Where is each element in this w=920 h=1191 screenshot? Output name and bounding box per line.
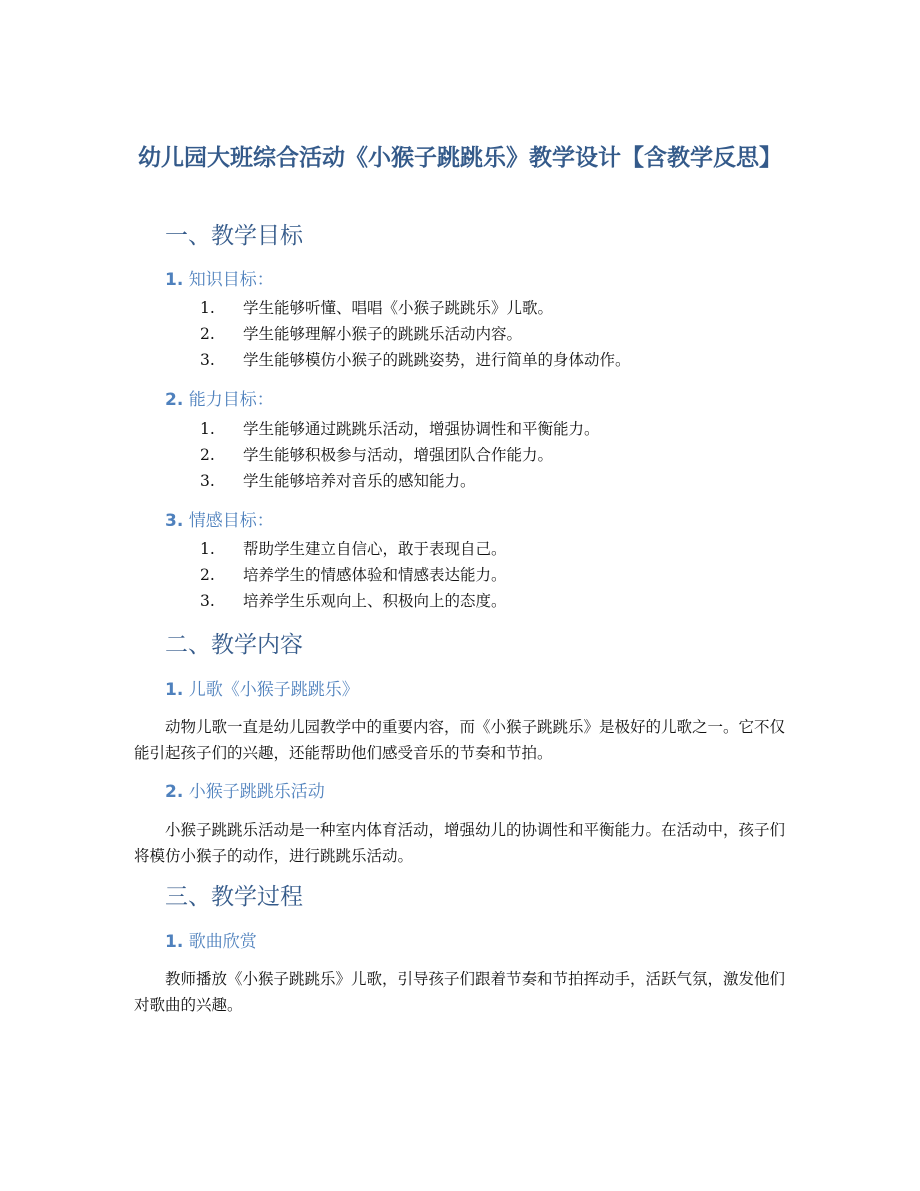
knowledge-goals-list xyxy=(200,295,800,373)
list-item-text: 学生能够模仿小猴子的跳跳姿势，进行简单的身体动作。 xyxy=(243,351,631,369)
list-item-number: 1. xyxy=(200,420,215,438)
list-item-number: 3. xyxy=(200,592,215,610)
subsection-label: 知识目标： xyxy=(188,270,274,290)
list-item-text: 帮助学生建立自信心，敢于表现自己。 xyxy=(243,540,507,558)
list-item-text: 学生能够理解小猴子的跳跳乐活动内容。 xyxy=(243,325,523,343)
subsection-heading-ability-goals xyxy=(165,388,274,412)
list-item xyxy=(200,416,800,442)
section-heading-teaching-content: 二、教学内容 xyxy=(165,632,303,658)
list-item-number: 1. xyxy=(200,299,215,317)
subsection-label: 能力目标： xyxy=(188,390,274,410)
list-item xyxy=(200,468,800,494)
section-heading-teaching-goals: 一、教学目标 xyxy=(165,223,303,249)
subsection-label: 情感目标： xyxy=(188,511,274,531)
subsection-label: 儿歌《小猴子跳跳乐》 xyxy=(188,680,359,700)
document-title: 幼儿园大班综合活动《小猴子跳跳乐》教学设计【含教学反思】 xyxy=(138,145,782,171)
list-item-number: 3. xyxy=(200,351,215,369)
list-item xyxy=(200,295,800,321)
list-item-text: 培养学生的情感体验和情感表达能力。 xyxy=(243,566,507,584)
list-item xyxy=(200,321,800,347)
list-item-text: 学生能够通过跳跳乐活动，增强协调性和平衡能力。 xyxy=(243,420,600,438)
list-item-text: 学生能够积极参与活动，增强团队合作能力。 xyxy=(243,446,554,464)
list-item xyxy=(200,442,800,468)
list-item-text: 学生能够培养对音乐的感知能力。 xyxy=(243,472,476,490)
subsection-heading-emotional-goals xyxy=(165,509,274,533)
list-item xyxy=(200,347,800,373)
subsection-label: 小猴子跳跳乐活动 xyxy=(188,782,325,802)
paragraph-song-appreciation: 教师播放《小猴子跳跳乐》儿歌，引导孩子们跟着节奏和节拍挥动手，活跃气氛，激发他们对歌曲的兴趣。 xyxy=(134,970,786,1014)
subsection-heading-song-appreciation xyxy=(165,930,257,954)
list-item-number: 2. xyxy=(200,325,215,343)
subsection-number: 1. xyxy=(165,680,184,700)
subsection-heading-knowledge-goals xyxy=(165,268,274,292)
ability-goals-list xyxy=(200,416,800,494)
list-item-number: 1. xyxy=(200,540,215,558)
subsection-number: 1. xyxy=(165,270,184,290)
subsection-number: 3. xyxy=(165,511,184,531)
list-item xyxy=(200,562,800,588)
subsection-heading-nursery-rhyme xyxy=(165,678,359,702)
list-item-text: 培养学生乐观向上、积极向上的态度。 xyxy=(243,592,507,610)
list-item-number: 3. xyxy=(200,472,215,490)
subsection-number: 2. xyxy=(165,782,184,802)
subsection-label: 歌曲欣赏 xyxy=(188,932,257,952)
subsection-number: 1. xyxy=(165,932,184,952)
subsection-number: 2. xyxy=(165,390,184,410)
list-item-number: 2. xyxy=(200,446,215,464)
paragraph-jumping-activity: 小猴子跳跳乐活动是一种室内体育活动，增强幼儿的协调性和平衡能力。在活动中，孩子们将模仿小猴子的动作，进行跳跳乐活动。 xyxy=(134,821,786,865)
section-heading-teaching-process: 三、教学过程 xyxy=(165,884,303,910)
emotional-goals-list xyxy=(200,536,800,614)
list-item xyxy=(200,588,800,614)
paragraph-nursery-rhyme: 动物儿歌一直是幼儿园教学中的重要内容，而《小猴子跳跳乐》是极好的儿歌之一。它不仅能引起孩子们的兴趣，还能帮助他们感受音乐的节奏和节拍。 xyxy=(134,718,786,762)
list-item xyxy=(200,536,800,562)
list-item-number: 2. xyxy=(200,566,215,584)
list-item-text: 学生能够听懂、唱唱《小猴子跳跳乐》儿歌。 xyxy=(243,299,554,317)
subsection-heading-jumping-activity xyxy=(165,780,325,804)
